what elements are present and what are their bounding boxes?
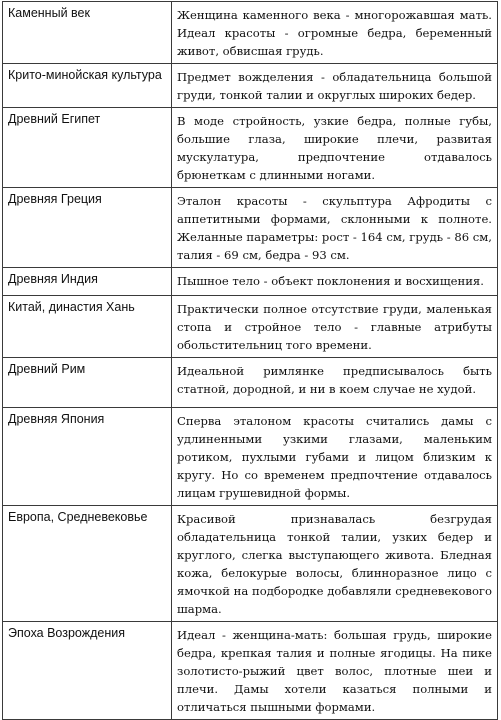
table-row xyxy=(3,408,498,506)
table-row xyxy=(3,2,498,64)
era-cell: Древняя Япония xyxy=(3,408,172,506)
table-body xyxy=(3,2,498,720)
table-row xyxy=(3,622,498,720)
description-cell: Практически полное отсутствие груди, маленькая стопа и стройное тело - главные атрибуты обольстительниц того времени. xyxy=(172,296,498,358)
description-cell: Эталон красоты - скульптура Афродиты с аппетитными формами, склонными к полноте. Желанные параметры: рост - 164 см, грудь - 86 см, талия - 69 см, бедра - 93 см. xyxy=(172,188,498,268)
era-cell: Крито-минойская культура xyxy=(3,64,172,108)
table-row xyxy=(3,64,498,108)
description-cell: Женщина каменного века - многорожавшая мать. Идеал красоты - огромные бедра, беременный живот, обвисшая грудь. xyxy=(172,2,498,64)
table-row xyxy=(3,506,498,622)
beauty-ideals-table xyxy=(2,1,498,720)
description-cell: Идеал - женщина-мать: большая грудь, широкие бедра, крепкая талия и полные ягодицы. На пике золотисто-рыжий цвет волос, плотные шеи и плечи. Дамы хотели казаться полными и отличаться пышными формами. xyxy=(172,622,498,720)
description-cell: Пышное тело - объект поклонения и восхищения. xyxy=(172,268,498,296)
era-cell: Древняя Индия xyxy=(3,268,172,296)
table-row xyxy=(3,296,498,358)
era-cell: Каменный век xyxy=(3,2,172,64)
description-cell: Красивой признавалась безгрудая обладательница тонкой талии, узких бедер и круглого, слегка выступающего живота. Бледная кожа, белокурые волосы, блинноразное лицо с ямочкой на подбородке добавляли средневекового шарма. xyxy=(172,506,498,622)
era-cell: Древняя Греция xyxy=(3,188,172,268)
era-cell: Китай, династия Хань xyxy=(3,296,172,358)
table-row xyxy=(3,268,498,296)
table-row xyxy=(3,108,498,188)
era-cell: Эпоха Возрождения xyxy=(3,622,172,720)
era-cell: Древний Египет xyxy=(3,108,172,188)
description-cell: В моде стройность, узкие бедра, полные губы, большие глаза, широкие плечи, развитая мускулатура, предпочтение отдавалось брюнеткам с длинными ногами. xyxy=(172,108,498,188)
description-cell: Сперва эталоном красоты считались дамы с удлиненными узкими глазами, маленьким ротиком, пухлыми губами и лицом близким к кругу. Но со временем предпочтение отдавалось лицам грушевидной формы. xyxy=(172,408,498,506)
table-row xyxy=(3,188,498,268)
era-cell: Древний Рим xyxy=(3,358,172,408)
description-cell: Предмет вожделения - обладательница большой груди, тонкой талии и округлых широких бедер. xyxy=(172,64,498,108)
era-cell: Европа, Средневековье xyxy=(3,506,172,622)
description-cell: Идеальной римлянке предписывалось быть статной, дородной, и ни в коем случае не худой. xyxy=(172,358,498,408)
table-row xyxy=(3,358,498,408)
